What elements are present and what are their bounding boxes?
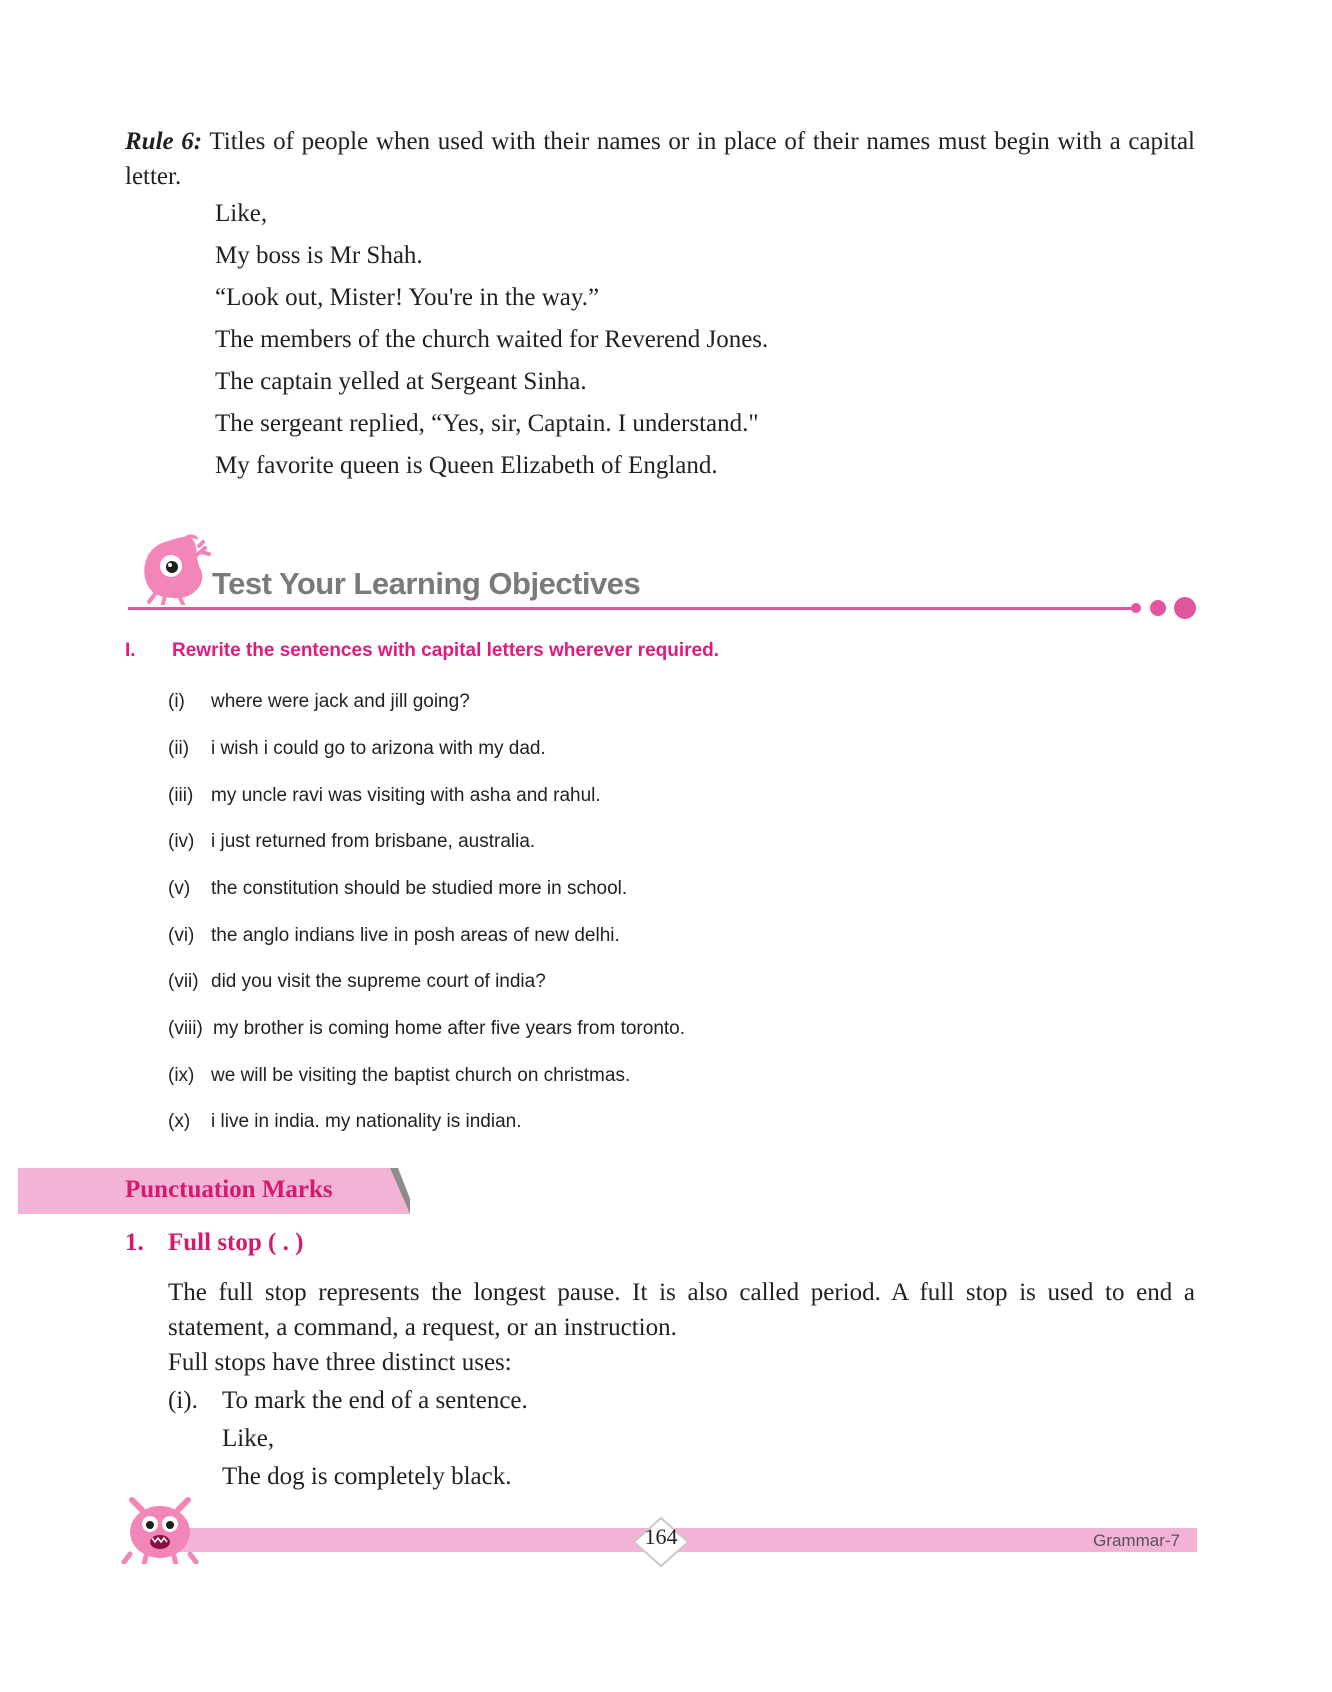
- example-line: The captain yelled at Sergeant Sinha.: [215, 368, 587, 395]
- test-section-title: Test Your Learning Objectives: [212, 566, 641, 601]
- item-text: i just returned from brisbane, australia.: [211, 831, 536, 852]
- item-text: my brother is coming home after five years from toronto.: [213, 1018, 686, 1039]
- uses-intro: Full stops have three distinct uses:: [168, 1349, 512, 1376]
- dots-decoration-icon: [1130, 596, 1198, 620]
- full-stop-paragraph: The full stop represents the longest pause. It is also called period. A full stop is used to end a statement, a command, a request, or an instruction.: [168, 1279, 1195, 1341]
- example-line: My favorite queen is Queen Elizabeth of England.: [215, 452, 718, 479]
- subsection-title: Full stop ( . ): [168, 1229, 304, 1256]
- item-text: the constitution should be studied more in school.: [211, 878, 628, 899]
- subsection-number: 1.: [125, 1229, 144, 1256]
- example-line: Like,: [215, 200, 268, 227]
- item-text: i wish i could go to arizona with my dad.: [211, 738, 546, 759]
- example-line: The sergeant replied, “Yes, sir, Captain. I understand.": [215, 410, 759, 437]
- item-number: (i): [168, 691, 185, 712]
- use-text: To mark the end of a sentence.: [222, 1387, 528, 1414]
- item-text: did you visit the supreme court of india?: [211, 971, 546, 992]
- item-text: my uncle ravi was visiting with asha and rahul.: [211, 785, 601, 806]
- page-number: 164: [644, 1524, 678, 1549]
- item-number: (ii): [168, 738, 190, 759]
- item-number: (v): [168, 878, 191, 899]
- use-number: (i).: [168, 1387, 198, 1414]
- example-line: “Look out, Mister! You're in the way.”: [215, 284, 600, 311]
- book-title: Grammar-7: [1093, 1531, 1180, 1550]
- item-text: where were jack and jill going?: [211, 691, 470, 712]
- item-text: we will be visiting the baptist church on christmas.: [211, 1065, 631, 1086]
- item-text: the anglo indians live in posh areas of new delhi.: [211, 925, 620, 946]
- example-line: My boss is Mr Shah.: [215, 242, 423, 269]
- item-number: (iii): [168, 785, 194, 806]
- monster-footer-icon: [120, 1492, 200, 1564]
- item-number: (vii): [168, 971, 199, 992]
- section-divider: [128, 607, 1138, 610]
- item-number: (viii): [168, 1018, 203, 1039]
- item-number: (ix): [168, 1065, 195, 1086]
- example-line: The members of the church waited for Reverend Jones.: [215, 326, 769, 353]
- monster-mascot-icon: [135, 530, 215, 605]
- rule-6-label: Rule 6:: [125, 128, 203, 155]
- item-number: (x): [168, 1111, 191, 1132]
- punctuation-section-title: Punctuation Marks: [125, 1176, 333, 1203]
- rule-6-text: Titles of people when used with their names or in place of their names must begin with a capital letter.: [125, 128, 1195, 190]
- question-number: I.: [125, 640, 136, 661]
- item-text: i live in india. my nationality is indian.: [211, 1111, 522, 1132]
- item-number: (vi): [168, 925, 195, 946]
- question-instruction: Rewrite the sentences with capital letters wherever required.: [172, 640, 719, 661]
- example-line: The dog is completely black.: [222, 1463, 512, 1490]
- like-label: Like,: [222, 1425, 275, 1452]
- item-number: (iv): [168, 831, 195, 852]
- rule-6-paragraph: [125, 124, 1195, 194]
